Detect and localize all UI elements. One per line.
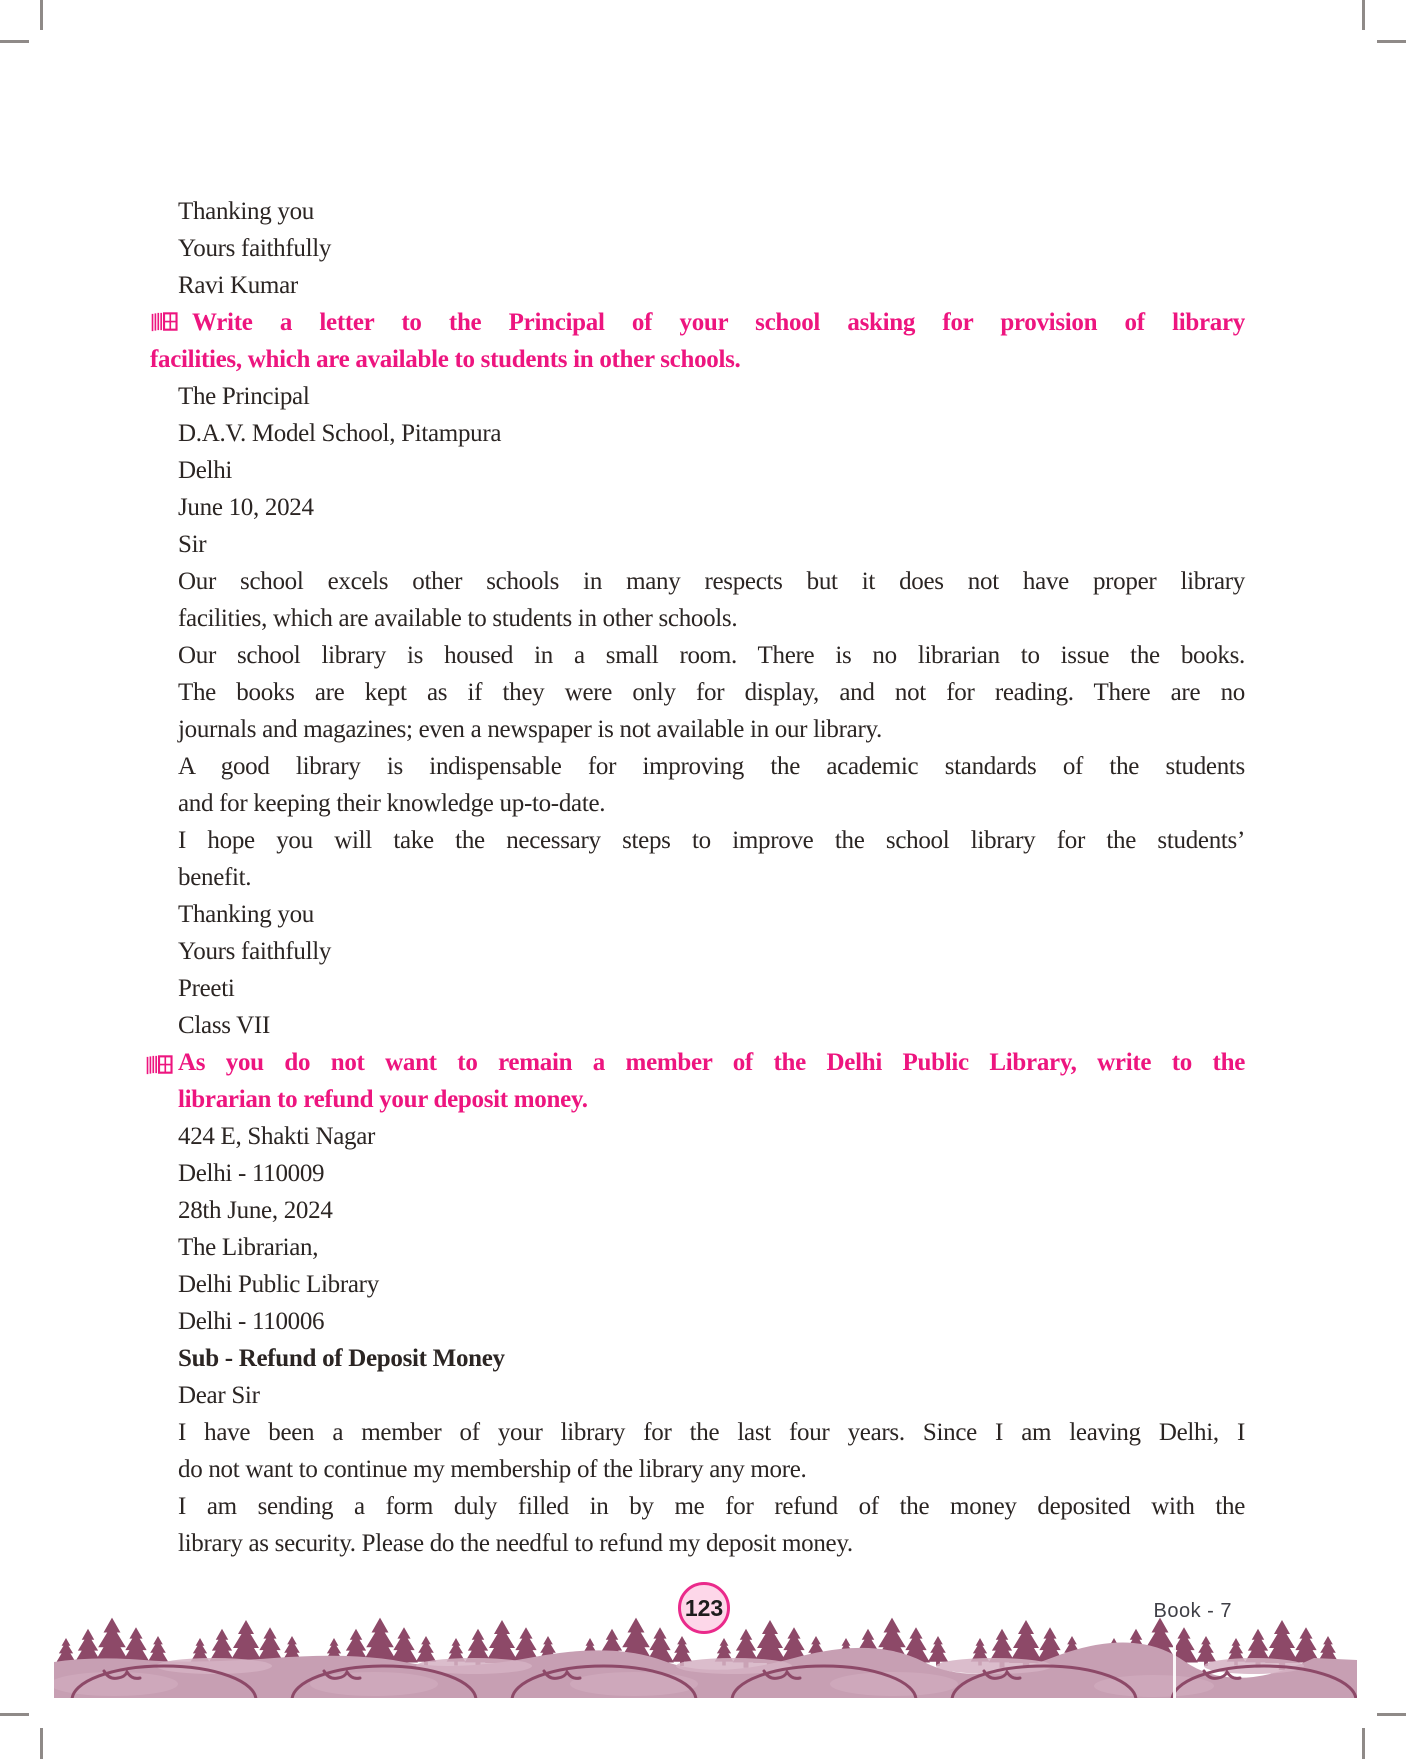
letter-line: I am sending a form duly filled in by me for refund of the money deposited with the (178, 1493, 1245, 1520)
letter-line: D.A.V. Model School, Pitampura (178, 420, 502, 447)
letter-line: Delhi Public Library (178, 1271, 379, 1298)
letter-line: The books are kept as if they were only for display, and not for reading. There are no (178, 679, 1245, 706)
exercise2-subject-line: Sub - Refund of Deposit Money (178, 1345, 505, 1372)
letter-line: Delhi (178, 457, 233, 484)
letter-line: I hope you will take the necessary steps to improve the school library for the students’ (178, 827, 1245, 854)
exercise1-heading-text: Write a letter to the Principal of your school asking for provision of library (192, 309, 1245, 336)
previous-letter-closing-block (178, 193, 1245, 304)
letter-line: and for keeping their knowledge up-to-date. (178, 790, 606, 817)
open-book-icon (145, 1051, 175, 1075)
exercise2-heading (178, 1044, 1245, 1118)
letter-line: Thanking you (178, 901, 314, 928)
exercise1-heading-line2: facilities, which are available to students in other schools. (150, 346, 741, 373)
letter-line: The Principal (178, 383, 310, 410)
letter-line: Yours faithfully (178, 938, 332, 965)
crop-mark-top-left-horizontal (0, 40, 29, 43)
letter-line: benefit. (178, 864, 252, 891)
crop-mark-bottom-right-vertical (1362, 1728, 1365, 1759)
footer-tile-seam (1173, 1622, 1176, 1698)
page-content (150, 193, 1245, 1562)
exercise1-heading-line1 (150, 304, 1245, 341)
exercise2-salutation: Dear Sir (178, 1382, 260, 1409)
letter-line: A good library is indispensable for improving the academic standards of the students (178, 753, 1245, 780)
crop-mark-top-right-vertical (1362, 0, 1365, 30)
crop-mark-bottom-right-horizontal (1377, 1713, 1406, 1716)
letter-line: Delhi - 110006 (178, 1308, 325, 1335)
letter-line: Preeti (178, 975, 235, 1002)
exercise2-heading-line2: librarian to refund your deposit money. (178, 1086, 588, 1113)
letter-line: Our school excels other schools in many respects but it does not have proper library (178, 568, 1245, 595)
crop-mark-top-right-horizontal (1377, 40, 1406, 43)
exercise2-paragraph-1 (178, 1414, 1245, 1488)
open-book-icon (150, 308, 180, 332)
letter-line: Thanking you (178, 198, 314, 225)
letter-line: do not want to continue my membership of the library any more. (178, 1456, 807, 1483)
letter-line: journals and magazines; even a newspaper is not available in our library. (178, 716, 883, 743)
letter-line: library as security. Please do the needful to refund my deposit money. (178, 1530, 853, 1557)
exercise2-address-block (178, 1118, 1245, 1340)
crop-mark-bottom-left-horizontal (0, 1713, 29, 1716)
letter-line: The Librarian, (178, 1234, 319, 1261)
exercise1-paragraph-2 (178, 637, 1245, 748)
exercise1-paragraph-3 (178, 748, 1245, 822)
letter-line: Class VII (178, 1012, 270, 1039)
letter-line: Sir (178, 531, 207, 558)
crop-mark-top-left-vertical (40, 0, 43, 30)
exercise2-paragraph-2 (178, 1488, 1245, 1562)
letter-line: Yours faithfully (178, 235, 332, 262)
exercise1-paragraph-4 (178, 822, 1245, 896)
exercise1-paragraph-1 (178, 563, 1245, 637)
exercise1-heading (150, 304, 1245, 378)
letter-line: 28th June, 2024 (178, 1197, 333, 1224)
letter-line: Ravi Kumar (178, 272, 298, 299)
letter-line: 424 E, Shakti Nagar (178, 1123, 376, 1150)
crop-mark-bottom-left-vertical (40, 1728, 43, 1759)
page-number-badge: 123 (678, 1582, 730, 1634)
letter-line: June 10, 2024 (178, 494, 314, 521)
exercise2-heading-line1: As you do not want to remain a member of the Delhi Public Library, write to the (178, 1049, 1245, 1076)
letter-line: Our school library is housed in a small room. There is no librarian to issue the books. (178, 642, 1245, 669)
letter-line: I have been a member of your library for the last four years. Since I am leaving Delhi, I (178, 1419, 1245, 1446)
exercise1-address-block (178, 378, 1245, 563)
letter-line: Delhi - 110009 (178, 1160, 325, 1187)
letter-line: facilities, which are available to students in other schools. (178, 605, 738, 632)
book-label: Book - 7 (1153, 1600, 1232, 1622)
exercise1-closing-block (178, 896, 1245, 1044)
